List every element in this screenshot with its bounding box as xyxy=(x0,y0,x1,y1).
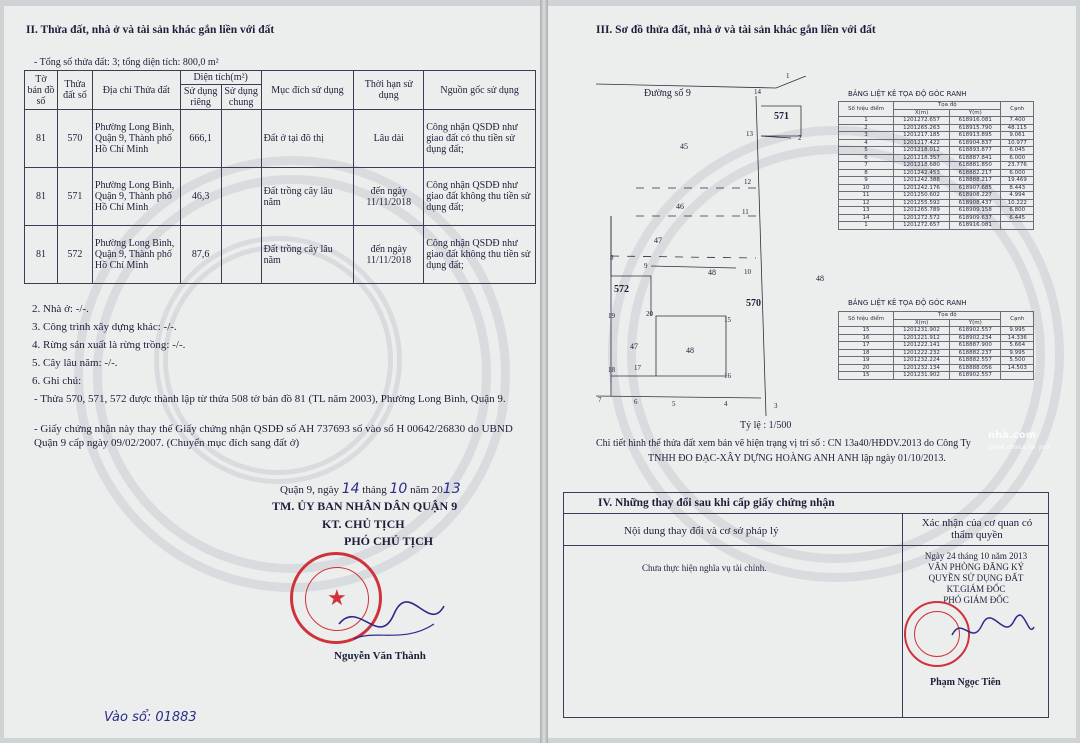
cell-thoi-han: Lâu dài xyxy=(354,110,424,168)
coord-table-2-title: BẢNG LIỆT KÊ TỌA ĐỘ GÓC RANH xyxy=(848,299,967,307)
coord-cell: 1201231.902 xyxy=(894,327,950,335)
header-su-dung-chung: Sử dụng chung xyxy=(221,85,261,110)
coord-table-2 xyxy=(838,311,1034,380)
cell-chung xyxy=(221,110,261,168)
coord-cell: 4.994 xyxy=(1001,192,1034,200)
coord-row xyxy=(839,184,1034,192)
changes-content: Chưa thực hiện nghĩa vụ tài chính. xyxy=(642,563,767,573)
confirm-signer: Phạm Ngọc Tiên xyxy=(930,677,1001,688)
cell-to: 81 xyxy=(25,110,58,168)
coord-cell: 17 xyxy=(839,342,894,350)
coord-cell: 15 xyxy=(839,327,894,335)
confirm-org1: VĂN PHÒNG ĐĂNG KÝ xyxy=(927,562,1025,572)
coord-cell: 10.977 xyxy=(1001,139,1034,147)
coord-cell: 6 xyxy=(839,154,894,162)
coord-row xyxy=(839,372,1034,380)
cell-nguon-goc: Công nhận QSDĐ như giao đất không thu tiền sử dụng đất; xyxy=(424,226,536,284)
item-cong-trinh: 3. Công trình xây dựng khác: -/-. xyxy=(32,321,177,333)
coord-cell: 1201222.141 xyxy=(894,342,950,350)
coord-cell: 618907.685 xyxy=(950,184,1001,192)
point-label: 14 xyxy=(754,88,761,96)
coord-cell: 14 xyxy=(839,214,894,222)
coord-row xyxy=(839,169,1034,177)
coord-cell: 1201242.388 xyxy=(894,177,950,185)
point-label: 13 xyxy=(746,130,753,138)
point-label: 5 xyxy=(672,400,676,408)
land-table xyxy=(24,70,536,284)
coord-row xyxy=(839,222,1034,230)
sign-date: Quận 9, ngày 14 tháng 10 năm 2013 xyxy=(280,481,461,497)
confirm-kt: KT.GIÁM ĐỐC xyxy=(946,584,1006,594)
cell-muc-dich: Đất trồng cây lâu năm xyxy=(261,168,354,226)
changes-table xyxy=(563,492,1049,718)
cell-thoi-han: đến ngày 11/11/2018 xyxy=(354,226,424,284)
coord-header: Cạnh xyxy=(1001,312,1034,327)
coord-cell: 1201272.657 xyxy=(894,117,950,125)
coord-cell: 618893.877 xyxy=(950,147,1001,155)
coord-cell: 6.000 xyxy=(1001,169,1034,177)
coord-cell: 1201272.572 xyxy=(894,214,950,222)
coord-row xyxy=(839,162,1034,170)
point-label: 17 xyxy=(634,364,641,372)
point-label: 8 xyxy=(610,254,614,262)
coord-cell: 618882.217 xyxy=(950,169,1001,177)
table-row xyxy=(25,168,536,226)
coord-row xyxy=(839,147,1034,155)
coord-cell: 1 xyxy=(839,222,894,230)
point-label: 12 xyxy=(744,178,751,186)
coord-cell: 48.115 xyxy=(1001,124,1034,132)
coord-row xyxy=(839,192,1034,200)
cell-nguon-goc: Công nhận QSDĐ như giao đất không thu tiền sử dụng đất; xyxy=(424,168,536,226)
cell-dia-chi: Phường Long Bình, Quận 9, Thành phố Hồ Chí Minh xyxy=(92,226,180,284)
header-thoi-han: Thời hạn sử dụng xyxy=(354,71,424,110)
coord-row xyxy=(839,357,1034,365)
header-dia-chi: Địa chỉ Thửa đất xyxy=(92,71,180,110)
point-label: 20 xyxy=(646,310,653,318)
sign-kt: KT. CHỦ TỊCH xyxy=(322,517,405,531)
cell-to: 81 xyxy=(25,168,58,226)
coord-header: X(m) xyxy=(894,109,950,117)
cell-rieng: 87,6 xyxy=(180,226,221,284)
item-ghi-chu: 6. Ghi chú: xyxy=(32,375,82,387)
watermark-tagline: Great choice for you xyxy=(988,444,1050,451)
coord-cell: 618916.081 xyxy=(950,117,1001,125)
coord-row xyxy=(839,207,1034,215)
confirm-role: PHÓ GIÁM ĐỐC xyxy=(943,595,1009,605)
sign-org: TM. ỦY BAN NHÂN DÂN QUẬN 9 xyxy=(272,499,458,513)
coord-header: X(m) xyxy=(894,319,950,327)
point-label: 4 xyxy=(724,400,728,408)
coord-header: Y(m) xyxy=(950,319,1001,327)
coord-cell: 1201242.453 xyxy=(894,169,950,177)
coord-cell: 3 xyxy=(839,132,894,140)
coord-cell: 10.222 xyxy=(1001,199,1034,207)
cell-chung xyxy=(221,226,261,284)
coord-cell: 8.443 xyxy=(1001,184,1034,192)
coord-cell: 10 xyxy=(839,184,894,192)
coord-cell: 1201232.224 xyxy=(894,357,950,365)
point-label: 2 xyxy=(798,134,802,142)
coord-cell: 1201255.592 xyxy=(894,199,950,207)
coord-header: Tọa độ xyxy=(894,102,1001,110)
coord-row xyxy=(839,364,1034,372)
coord-cell: 618887.900 xyxy=(950,342,1001,350)
coord-cell: 2 xyxy=(839,124,894,132)
cell-chung xyxy=(221,168,261,226)
coord-cell: 1201217.185 xyxy=(894,132,950,140)
building-label: 48 xyxy=(816,274,824,283)
coord-cell: 11 xyxy=(839,192,894,200)
coord-cell: 15 xyxy=(839,372,894,380)
coord-cell: 9 xyxy=(839,177,894,185)
coord-cell: 1201218.680 xyxy=(894,162,950,170)
cell-thoi-han: đến ngày 11/11/2018 xyxy=(354,168,424,226)
coord-row xyxy=(839,327,1034,335)
coord-cell: 618909.637 xyxy=(950,214,1001,222)
building-label: 46 xyxy=(676,202,684,211)
coord-cell: 13 xyxy=(839,207,894,215)
coord-cell: 1201218.357 xyxy=(894,154,950,162)
coord-row xyxy=(839,214,1034,222)
coord-cell: 1201265.789 xyxy=(894,207,950,215)
confirm-org2: QUYỀN SỬ DỤNG ĐẤT xyxy=(928,573,1024,583)
coord-table-1-title: BẢNG LIỆT KÊ TỌA ĐỘ GÓC RANH xyxy=(848,90,967,98)
building-label: 47 xyxy=(654,236,662,245)
plot-label-570: 570 xyxy=(746,298,761,309)
building-label: 48 xyxy=(708,268,716,277)
building-label: 48 xyxy=(686,346,694,355)
coord-cell: 6.045 xyxy=(1001,147,1034,155)
building-label: 45 xyxy=(680,142,688,151)
point-label: 18 xyxy=(608,366,615,374)
coord-row xyxy=(839,342,1034,350)
item-nha-o: 2. Nhà ở: -/-. xyxy=(32,303,89,315)
coord-cell: 618904.837 xyxy=(950,139,1001,147)
cell-nguon-goc: Công nhận QSDĐ như giao đất có thu tiền sử dụng đất; xyxy=(424,110,536,168)
coord-row xyxy=(839,124,1034,132)
coord-cell: 5.664 xyxy=(1001,342,1034,350)
coord-cell: 618909.158 xyxy=(950,207,1001,215)
coord-cell: 1201272.657 xyxy=(894,222,950,230)
coord-table-1 xyxy=(838,101,1034,230)
handwritten-year: 13 xyxy=(442,481,461,497)
coord-cell: 618881.850 xyxy=(950,162,1001,170)
coord-row xyxy=(839,334,1034,342)
coord-cell: 7 xyxy=(839,162,894,170)
coord-cell: 618913.895 xyxy=(950,132,1001,140)
coord-row xyxy=(839,177,1034,185)
coord-cell: 20 xyxy=(839,364,894,372)
coord-cell: 6.800 xyxy=(1001,207,1034,215)
confirm-date: Ngày 24 tháng 10 năm 2013 xyxy=(924,551,1028,561)
point-label: 16 xyxy=(724,372,731,380)
point-label: 1 xyxy=(786,72,790,80)
coord-header: Cạnh xyxy=(1001,102,1034,117)
note-line-1: - Thửa 570, 571, 572 được thành lập từ thửa 508 tờ bản đồ 81 (TL năm 2003), Phường Long Bình, Quận 9. xyxy=(34,393,506,405)
header-dien-tich: Diện tích(m²) xyxy=(180,71,261,85)
cell-thua: 571 xyxy=(57,168,92,226)
total-area: - Tổng số thửa đất: 3; tổng diện tích: 800,0 m² xyxy=(34,57,219,68)
point-label: 15 xyxy=(724,316,731,324)
coord-cell: 1201217.422 xyxy=(894,139,950,147)
cell-dia-chi: Phường Long Bình, Quận 9, Thành phố Hồ Chí Minh xyxy=(92,110,180,168)
detail-note: Chi tiết hình thể thửa đất xem bản vẽ hiện trạng vị trí số : CN 13a40/HĐDV.2013 do Công Ty xyxy=(596,438,971,449)
coord-cell: 618888.217 xyxy=(950,177,1001,185)
coord-cell: 9.995 xyxy=(1001,349,1034,357)
coord-cell: 16 xyxy=(839,334,894,342)
header-thua-dat: Thửa đất số xyxy=(57,71,92,110)
sign-role: PHÓ CHỦ TỊCH xyxy=(344,534,434,548)
coord-cell: 8 xyxy=(839,169,894,177)
coord-row xyxy=(839,349,1034,357)
coord-cell: 5.500 xyxy=(1001,357,1034,365)
coord-cell: 618902.557 xyxy=(950,372,1001,380)
coord-cell: 1201242.176 xyxy=(894,184,950,192)
section-title-land: II. Thửa đất, nhà ở và tài sản khác gắn liền với đất xyxy=(26,24,275,36)
handwritten-month: 10 xyxy=(389,481,408,497)
road-label: Đường số 9 xyxy=(644,88,691,99)
coord-header: Số hiệu điểm xyxy=(839,102,894,117)
scale-label: Tỷ lệ : 1/500 xyxy=(740,420,792,431)
cell-muc-dich: Đất trồng cây lâu năm xyxy=(261,226,354,284)
changes-col-content: Nội dung thay đổi và cơ sở pháp lý xyxy=(624,525,779,537)
certificate-left-page xyxy=(4,6,540,738)
coord-cell: 1201265.263 xyxy=(894,124,950,132)
coord-cell: 1201222.232 xyxy=(894,349,950,357)
point-label: 3 xyxy=(774,402,778,410)
cell-rieng: 666,1 xyxy=(180,110,221,168)
coord-row xyxy=(839,199,1034,207)
cell-muc-dich: Đất ở tại đô thị xyxy=(261,110,354,168)
point-label: 11 xyxy=(742,208,749,216)
coord-cell: 14.503 xyxy=(1001,364,1034,372)
coord-cell: 618908.227 xyxy=(950,192,1001,200)
coord-cell: 618888.056 xyxy=(950,364,1001,372)
serial-number: Vào sổ: 01883 xyxy=(104,710,197,725)
header-nguon-goc: Nguồn gốc sử dụng xyxy=(424,71,536,110)
coord-row xyxy=(839,139,1034,147)
header-su-dung-rieng: Sử dụng riêng xyxy=(180,85,221,110)
item-cay-lau-nam: 5. Cây lâu năm: -/-. xyxy=(32,357,118,369)
coord-cell: 6.445 xyxy=(1001,214,1034,222)
coord-cell: 12 xyxy=(839,199,894,207)
detail-note-2: TNHH ĐO ĐẠC-XÂY DỰNG HOÀNG ANH ANH lập ngày 01/10/2013. xyxy=(648,453,946,464)
coord-cell: 6.000 xyxy=(1001,154,1034,162)
coord-cell: 618916.081 xyxy=(950,222,1001,230)
coord-cell: 1201232.134 xyxy=(894,364,950,372)
note-line-2: - Giấy chứng nhận này thay thế Giấy chứng nhận QSDĐ số AH 737693 số vào sổ H 00642/26830 do UBND Quận 9 cấp ngày 09/02/2007. (Chuyển mục đích sang đất ở) xyxy=(34,423,513,449)
coord-cell: 1201218.012 xyxy=(894,147,950,155)
coord-cell: 14.336 xyxy=(1001,334,1034,342)
page-fold xyxy=(540,0,548,743)
coord-cell: 19.469 xyxy=(1001,177,1034,185)
coord-cell: 23.776 xyxy=(1001,162,1034,170)
coord-cell: 618887.841 xyxy=(950,154,1001,162)
table-row xyxy=(25,110,536,168)
handwritten-day: 14 xyxy=(341,481,360,497)
coord-row xyxy=(839,132,1034,140)
signature-mark xyxy=(948,611,1038,651)
coord-cell: 618902.557 xyxy=(950,327,1001,335)
changes-col-confirm: Xác nhận của cơ quan có thẩm quyền xyxy=(921,517,1033,541)
coord-cell: 5 xyxy=(839,147,894,155)
header-muc-dich: Mục đích sử dụng xyxy=(261,71,354,110)
plot-label-572: 572 xyxy=(614,284,629,295)
section-title-diagram: III. Sơ đồ thửa đất, nhà ở và tài sản khác gắn liền với đất xyxy=(596,24,876,36)
cell-thua: 570 xyxy=(57,110,92,168)
coord-header: Y(m) xyxy=(950,109,1001,117)
coord-cell: 1 xyxy=(839,117,894,125)
header-to-ban-do: Tờ bản đồ số xyxy=(25,71,58,110)
coord-cell: 618902.234 xyxy=(950,334,1001,342)
point-label: 7 xyxy=(598,396,602,404)
signature-mark xyxy=(334,594,454,654)
cell-rieng: 46,3 xyxy=(180,168,221,226)
coord-cell: 1201221.912 xyxy=(894,334,950,342)
coord-cell: 18 xyxy=(839,349,894,357)
changes-confirm-block xyxy=(908,551,1044,606)
coord-cell: 618908.437 xyxy=(950,199,1001,207)
cell-thua: 572 xyxy=(57,226,92,284)
coord-header: Số hiệu điểm xyxy=(839,312,894,327)
coord-cell xyxy=(1001,222,1034,230)
coord-cell: 19 xyxy=(839,357,894,365)
plot-label-571: 571 xyxy=(774,111,789,122)
changes-title: IV. Những thay đổi sau khi cấp giấy chứng nhận xyxy=(598,497,835,509)
red-seal-stamp: ★ xyxy=(290,552,382,644)
coord-cell: 618882.237 xyxy=(950,349,1001,357)
point-label: 10 xyxy=(744,268,751,276)
cell-to: 81 xyxy=(25,226,58,284)
plot-diagram xyxy=(596,76,836,416)
table-row xyxy=(25,226,536,284)
coord-header: Tọa độ xyxy=(894,312,1001,320)
coord-cell: 1201231.902 xyxy=(894,372,950,380)
coord-cell xyxy=(1001,372,1034,380)
coord-cell: 4 xyxy=(839,139,894,147)
coord-cell: 9.061 xyxy=(1001,132,1034,140)
coord-cell: 7.400 xyxy=(1001,117,1034,125)
point-label: 9 xyxy=(644,262,648,270)
point-label: 19 xyxy=(608,312,615,320)
item-rung: 4. Rừng sản xuất là rừng trồng: -/-. xyxy=(32,339,186,351)
signer-name: Nguyễn Văn Thành xyxy=(334,650,426,662)
coord-cell: 9.995 xyxy=(1001,327,1034,335)
coord-cell: 1201250.602 xyxy=(894,192,950,200)
cell-dia-chi: Phường Long Bình, Quận 9, Thành phố Hồ Chí Minh xyxy=(92,168,180,226)
coord-row xyxy=(839,117,1034,125)
coord-cell: 618915.790 xyxy=(950,124,1001,132)
coord-row xyxy=(839,154,1034,162)
watermark-logo: nhà.com xyxy=(988,430,1037,441)
coord-cell: 618882.557 xyxy=(950,357,1001,365)
point-label: 6 xyxy=(634,398,638,406)
building-label: 47 xyxy=(630,342,638,351)
